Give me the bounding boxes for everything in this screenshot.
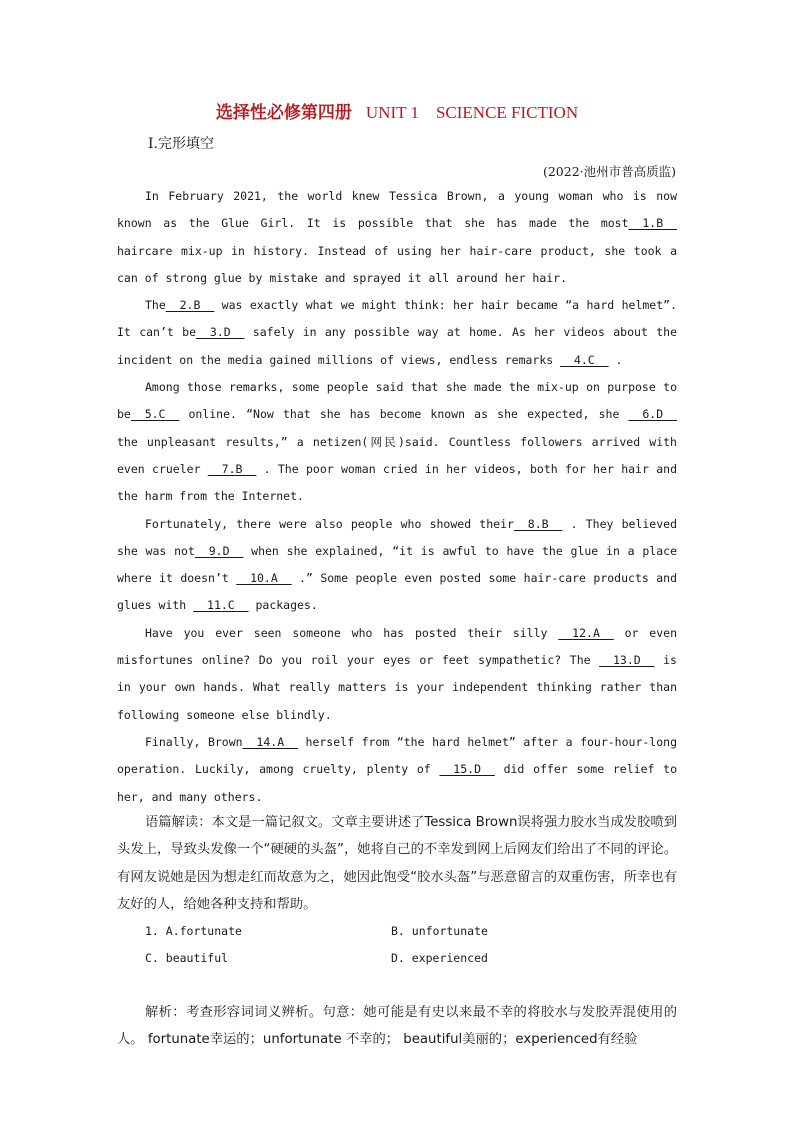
- page-title: [0, 98, 794, 123]
- title-english: UNIT 1 SCIENCE FICTION: [365, 103, 579, 122]
- summary-text: 语篇解读：本文是一篇记叙文。文章主要讲述了Tessica Brown误将强力胶水当成发胶喷到头发上，导致头发像一个“硬硬的头盔”，她将自己的不幸发到网上后网友们给出了不同的评论。有网友说她是因为想走红而故意为之，她因此饱受“胶水头盔”与恶意留言的双重伤害，所幸也有友好的人，给她各种支持和帮助。: [117, 815, 677, 912]
- paragraph-3: Among those remarks, some people said that she made the mix-up on purpose to be__5.C__ online. “Now that she has become known as she expected, she __6.D__ the unpleasant results,” a netizen(网民)said. Countless followers arrived with even crueler __7.B__ . The poor woman cried in her videos, both for her hair and the harm from the Internet.: [117, 380, 677, 504]
- title-chinese: 选择性必修第四册: [215, 103, 352, 122]
- option-row: [145, 945, 645, 972]
- explanation-text: 解析：考查形容词词义辨析。句意：她可能是有史以来最不幸的将胶水与发胶弄混使用的人。 fortunate幸运的；unfortunate 不幸的； beautiful美丽的；experienced有经验: [117, 1005, 677, 1048]
- blank-10: __10.A__: [236, 571, 292, 586]
- paragraph-5: Have you ever seen someone who has posted their silly __12.A__ or even misfortunes online? Do you roil your eyes or feet sympathetic? The __13.D__ is in your own hands. What really matters is your independent thinking rather than following someone else blindly.: [117, 625, 677, 722]
- option-b: B. unfortunate: [391, 924, 488, 938]
- paragraph-4: Fortunately, there were also people who showed their__8.B__ . They believed she was not__9.D__ when she explained, “it is awful to have the glue in a place where it doesn’t __10.A__ .” Some people even posted some hair-care products and glues with __11.C__ packages.: [117, 516, 677, 613]
- paragraph-2: The__2.B__ was exactly what we might think: her hair became “a hard helmet”. It can’t be__3.D__ safely in any possible way at home. As her videos about the incident on the media gained millions of views, endless remarks __4.C__ .: [117, 298, 677, 367]
- option-c: C. beautiful: [145, 951, 229, 966]
- option-a: 1. A.fortunate: [145, 924, 242, 938]
- blank-11: __11.C__: [193, 598, 249, 613]
- blank-4: __4.C__: [560, 352, 609, 367]
- blank-7: __7.B__: [207, 461, 257, 476]
- blank-14: __14.A__: [242, 734, 298, 749]
- question-1-options: [145, 918, 645, 973]
- blank-15: __15.D__: [439, 762, 495, 777]
- blank-9: __9.D__: [194, 543, 244, 558]
- blank-2: __2.B__: [165, 298, 215, 313]
- option-d: D. experienced: [391, 951, 488, 966]
- question-1-explanation: [117, 999, 677, 1054]
- blank-8: __8.B__: [513, 516, 563, 531]
- blank-12: __12.A__: [558, 625, 614, 640]
- blank-3: __3.D__: [196, 325, 245, 340]
- cloze-passage: [117, 183, 677, 811]
- blank-6: __6.D__: [628, 407, 677, 422]
- blank-1: __1.B__: [628, 216, 677, 231]
- option-row: [145, 918, 645, 945]
- passage-summary: [117, 809, 677, 918]
- source-note: (2022·池州市普高质监): [542, 164, 676, 179]
- section-heading: Ⅰ.完形填空: [148, 136, 214, 152]
- paragraph-6: Finally, Brown__14.A__ herself from “the hard helmet” after a four-hour-long operation. Luckily, among cruelty, plenty of __15.D__ did offer some relief to her, and many others.: [117, 734, 678, 804]
- blank-5: __5.C__: [130, 407, 180, 422]
- blank-13: __13.D__: [599, 653, 655, 668]
- paragraph-1: In February 2021, the world knew Tessica Brown, a young woman who is now known as the Glue Girl. It is possible that she has made the most__1.B__ haircare mix-up in history. Instead of using her hair-care product, she took a can of strong glue by mistake and sprayed it all around her hair.: [117, 189, 677, 285]
